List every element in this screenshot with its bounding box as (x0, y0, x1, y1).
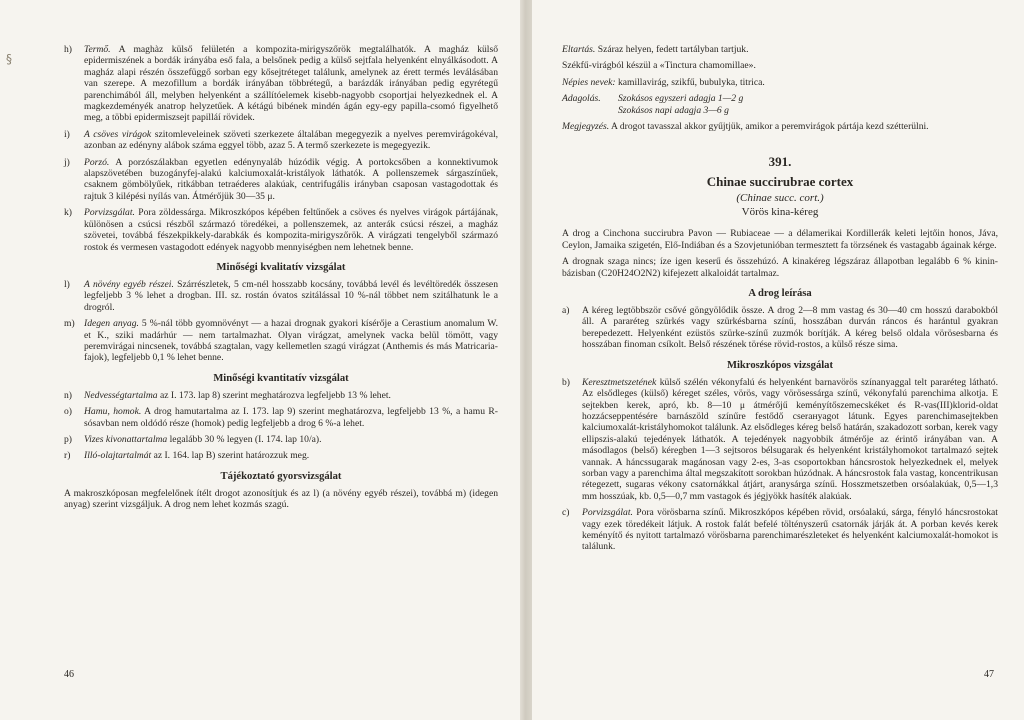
list-item (562, 507, 998, 553)
item-term: Népies nevek: (562, 76, 616, 88)
list-item (64, 207, 498, 253)
entry-hungarian-name: Vörös kina-kéreg (741, 206, 819, 219)
section-heading-quantity: Minőségi kvantitatív vizsgálat (213, 372, 349, 384)
dosage-block (562, 93, 998, 116)
item-text: Székfű-virágból készül a «Tinctura chamomillae». (562, 60, 756, 72)
item-text: A maghàz külső felületén a kompozita-mirigyszőrök megtalálhatók. A magház külső epidermiszének a bordák irányába eső fala, a belsőnek pedig a külső sejtfala helyenként elnyálkásodott. A magház alapi részén összefüggő sorban egy kősejtréteget találunk, amelynek az érett termés leválásában van szerepe. A mezofillum a bordák irányában többrétegű, a barázdák irányában pedig egyrétegű parenchimából áll, melyben helyenként a szállítóelemek kisebb-nagyobb csoportjai helyezkednek el. A magkezdeményék anatrop helyzetűek. A kétágú bibének mindén ágán egy-egy papilla-csomó figyelhető meg, a többi epidermiszsejt papilláí rövidek. (84, 44, 498, 124)
tincture-line (562, 60, 998, 71)
item-text: A kéreg legtöbbször csővé göngyölődik össze. A drog 2—8 mm vastag és 30—40 cm hosszú darabokból áll. A pararéteg szürkés vagy szürkésbarna színű, hosszában durván ráncos és harántul gyakran berepedezett. Helyenként ezüstös szürke-színű zuzmók borítják. A kéreg belső oldala vörösesbarna és hosszában finoman csíkolt. Belső részének törése rövid-rostos, a külső része sima. (582, 305, 998, 351)
item-term: Termő. (84, 44, 111, 55)
item-term: Vizes kivonattartalma (84, 433, 168, 445)
entry-latin-abbrev: (Chinae succ. cort.) (736, 192, 824, 205)
item-text: A drogot tavasszal akkor gyűjtjük, amikor a peremvirágok pártája kezd szétterülni. (611, 121, 929, 133)
list-item (64, 318, 498, 364)
page-number: 47 (984, 669, 994, 680)
list-item (64, 129, 498, 152)
item-term: Hamu, homok. (84, 406, 142, 418)
list-item (64, 157, 498, 203)
item-text: az I. 173. lap 8) szerint meghatározva legfeljebb 13 % lehet. (159, 389, 391, 401)
list-item (562, 305, 998, 351)
item-text: Szárrészletek, 5 cm-nél hosszabb kocsány, továbbá levél és levéltöredék összesen legfeljebb 3 % lehet a drogban. III. sz. rostán óvatos szitálással 10 %-nál többet nem szitálhatunk le a drogról. (84, 278, 498, 313)
list-item (64, 44, 498, 124)
item-term: A növény egyéb részei. (84, 278, 174, 290)
rapid-test-text: A makroszkóposan megfelelőnek ítélt drogot azonosítjuk és az l) (a növény egyéb részei), továbbá m) (idegen anyag) szerint vizsgáljuk. A drog nem lehet kozmás szagú. (64, 487, 498, 511)
item-label: m) (64, 318, 75, 330)
item-text: külső szélén vékonyfalú és helyenként barnavörös színanyaggal telt pararéteg látható. Az elsődleges (külső) kéreget széles, vörös, vagy vörösessárga színű, vékonyfalú parenchima alkotja. E sejtekben kerek, apró, kb. 8—10 μ átmérőjű keményítőszemecskéket és R-vas(III)klorid-oldat hozzácseppentésére barnászöld színűre festődő cserанyagot látunk. Egyes parenchimasejtekben kalciumoxalát-kristályhomokot találunk. Az elsődleges kéreg belső határán, szakadozott sorban, kerek vagy ellipszis-alakú tejedények láthatók. A tejedények nagyobbik átmérője az érintő irányában van. A másodlagos (belső) kéregben 1—3 sejtsoros bélsugarak és helyenként kristályhomokot tartalmazó sejtek vannak. A háncssugarak magánosan vagy 2-es, 3-as csoportokban háncsrostok helyezkednek el, melyek sorban vagy a parenchima által megszakított sorokban húzódnak. A háncsrostok fala vastag, koncentrikusan rétegezett, sugaras vékony csatornákkal átjárt, aranysárga színű. Hosszmetszetben orsóalakúak, 0,5—1,3 mm hosszúak, kb. 0,5—0,7 mm vastagok és jégjyökk hasíték alakúak. (582, 376, 998, 502)
entry-number: 391. (768, 154, 792, 170)
item-label: o) (64, 406, 72, 418)
intro-paragraph: A drognak szaga nincs; íze igen keserű és összehúzó. A kinakéreg légszáraz állapotban legalább 6 % kinin-bázisban (C20H24O2N2) kifejezett alkaloidát tartalmaz. (562, 256, 998, 279)
item-text: az I. 164. lap B) szerint határozzuk meg. (153, 450, 310, 462)
item-term: Porvizsgálat. (582, 507, 633, 519)
item-text: kamillavirág, szikfű, bubulyka, titrica. (617, 76, 765, 88)
item-text: Pora vörösbarna színű. Mikroszkópos képében rövid, orsóalakú, sárga, fényló háncsrostokat vagy ezek töredékeit látjuk. A rostok falát befelé töltényszerű csatornák járják át. A porban kevés kerek keményítő és nyitott tartalmazó vörösbarna parenchimarészleteket és helyenként kalciumoxalát-homokot is találunk. (582, 507, 998, 553)
item-term: A csöves virágok (84, 128, 152, 140)
list-item (562, 377, 998, 502)
item-label: a) (562, 305, 570, 317)
intro-paragraph: A drog a Cinchona succirubra Pavon — Rubiaceae — a délamerikai Kordillerák keleti lejtőin honos, Jáva, Ceylon, Jamaika szigetén, Elő-Indiában és a Szovjetunióban termesztett fa törzsének és vastagabb ágainak kérge. (562, 228, 998, 251)
list-item (64, 390, 498, 401)
item-label: p) (64, 433, 72, 445)
section-heading-rapid: Tájékoztató gyorsvizsgálat (220, 470, 342, 482)
item-term: Keresztmetszetének (582, 376, 657, 388)
page-edge-mark: § (6, 52, 12, 66)
item-text: Száraz helyen, fedett tartályban tartjuk. (597, 44, 749, 55)
item-label: i) (64, 128, 70, 140)
dose-single: Szokásos egyszeri adagja 1—2 g (618, 93, 744, 105)
list-item (64, 434, 498, 445)
item-text: szitomleveleinek szöveti szerkezete általában megegyezik a nyelves peremvirágokéval, azonban az edényny alábok száma eggyel több, azaz 5. A termő szerkezete is megegyezik. (84, 128, 499, 152)
storage-line (562, 44, 998, 55)
section-heading-micro: Mikroszkópos vizsgálat (726, 359, 834, 371)
item-label: r) (64, 450, 71, 462)
item-term: Eltartás. (562, 44, 596, 55)
dosage-label: Adagolás. (562, 93, 601, 105)
item-term: Porzó. (84, 156, 110, 168)
item-label: n) (64, 389, 72, 401)
list-item (64, 450, 498, 461)
note-line (562, 121, 998, 132)
list-item (64, 406, 498, 429)
folk-names-line (562, 77, 998, 88)
item-label: l) (64, 278, 70, 290)
item-label: k) (64, 207, 72, 219)
item-text: A porzószálakban egyetlen edénynyaláb húzódik végig. A portokcsőben a konnektivumok alapszövetében buzogányfej-alakú kalciumoxalát-kristályok láthatók. A pollenszemek sárgaszínűek, csaknem gömbölyűek, ritkábban tetraéderes alakúak, centrifugális irányban csaposan vastagodottak és rajtuk 3 kilépési nyílás van. Átmérőjük 30—35 μ. (84, 156, 498, 202)
item-term: Nedvességtartalma (84, 389, 158, 401)
section-heading-quality: Minőségi kvalitatív vizsgálat (216, 261, 346, 273)
section-heading-description: A drog leírása (748, 288, 812, 300)
right-page (532, 0, 1024, 720)
item-label: b) (562, 376, 570, 388)
item-label: h) (64, 44, 72, 55)
entry-title: Chinae succirubrae cortex (706, 174, 854, 190)
dose-daily: Szokásos napi adagja 3—6 g (618, 104, 729, 116)
list-item (64, 279, 498, 313)
item-text: 5 %-nál több gyomnövényt — a hazai drognak gyakori kísérője a Cerastium anomalum W. et K., sziki madárhúr — nem tartalmazhat. Olyan virágzat, amelynek vacka belül tömött, vagy peremvirágai nincsenek, továbbá szagtalan, vagy kellemetlen szagú virágzat (Anthemis és más Matricaria-fajok), legfeljebb 0,1 % lehet benne. (84, 318, 498, 364)
item-text: Pora zöldessárga. Mikroszkópos képében feltűnőek a csöves és nyelves virágok pártájának, különösen a csúcsi részből származó töredékei, a pollenszemek, az anterák csúcsi részei, a magház szövetei, továbbá fészekpikkely-darabkák és kompozita-mirigyszőrök. A virágzati tengelyből származó rostok és vermesen vastagodott edények nagyobb mennyiségben nem lehetnek benne. (84, 207, 499, 253)
book-gutter (520, 0, 532, 720)
item-text: legalább 30 % legyen (I. 174. lap 10/a). (169, 433, 322, 445)
item-term: Porvizsgálat. (84, 207, 135, 219)
item-term: Megjegyzés. (562, 121, 610, 133)
item-text: A drog hamutartalma az I. 173. lap 9) szerint meghatározva, legfeljebb 13 %, a hamu R-sósavban nem oldódó része (homok) pedig legfeljebb a drog 6 %-a lehet. (84, 406, 498, 429)
item-term: Illó-olajtartalmát (84, 450, 152, 462)
item-term: Idegen anyag. (84, 318, 139, 330)
page-number: 46 (64, 669, 74, 680)
item-label: j) (64, 156, 70, 168)
item-label: c) (562, 507, 570, 519)
